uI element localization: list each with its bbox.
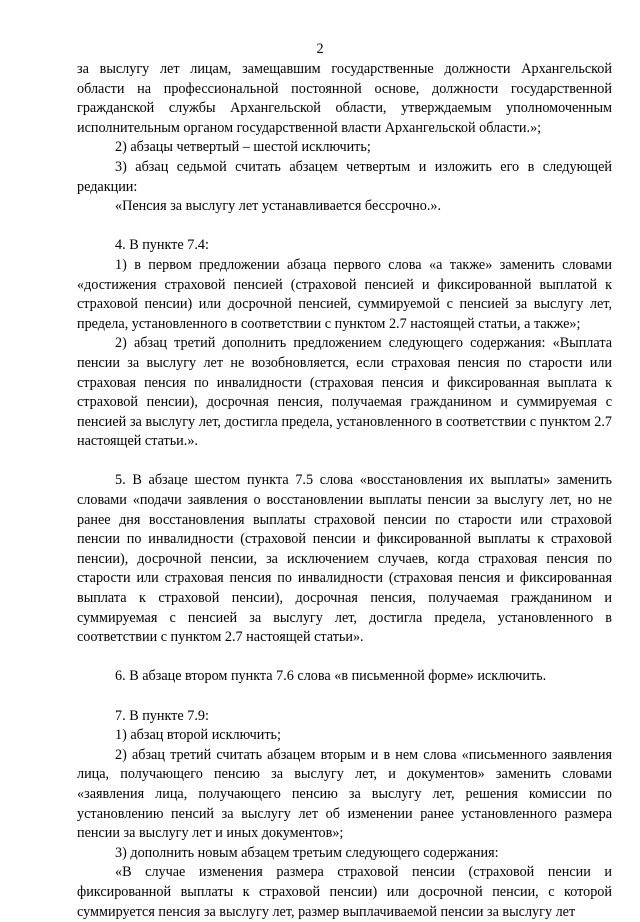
paragraph: 1) в первом предложении абзаца первого слова «а также» заменить словами «достижения страховой пенсией (страховой пенсией и фиксированной выплатой к страховой пенсии) или досрочной пенсией, суммируемой с пенсией за выслугу лет, предела, установленного в соответствии с пунктом 2.7 настоящей статьи, а также»; bbox=[77, 256, 612, 332]
paragraph: 4. В пункте 7.4: bbox=[115, 237, 209, 254]
paragraph: 7. В пункте 7.9: bbox=[115, 707, 209, 724]
paragraph-gap bbox=[77, 217, 612, 237]
paragraph-gap bbox=[77, 648, 612, 668]
document-body bbox=[77, 60, 612, 922]
page-number: 2 bbox=[316, 41, 324, 57]
paragraph: за выслугу лет лицам, замещавшим государственные должности Архангельской области на профессиональной постоянной основе, должности государственной гражданской службы Архангельской области, утверждаемым уполномоченным исполнительным органом государственной власти Архангельской области.»; bbox=[77, 61, 612, 136]
paragraph: 2) абзац третий считать абзацем вторым и в нем слова «письменного заявления лица, получающего пенсию за выслугу лет, и документов» заменить словами «заявления лица, получающего пенсию за выслугу лет, решения комиссии по установлению пенсий за выслугу лет об изменении ранее установленного размера пенсии за выслугу лет и иных документов»; bbox=[77, 746, 612, 842]
paragraph: «Пенсия за выслугу лет устанавливается бессрочно.». bbox=[115, 198, 442, 215]
paragraph: 2) абзацы четвертый – шестой исключить; bbox=[115, 139, 371, 156]
paragraph-gap bbox=[77, 452, 612, 472]
paragraph-gap bbox=[77, 687, 612, 707]
paragraph: «В случае изменения размера страховой пенсии (страховой пенсии и фиксированной выплаты к страховой пенсии) или досрочной пенсии, с которой суммируется пенсия за выслугу лет, размер выплачиваемой пенсии за выслугу лет bbox=[77, 864, 612, 920]
paragraph: 1) абзац второй исключить; bbox=[115, 727, 281, 744]
paragraph: 5. В абзаце шестом пункта 7.5 слова «восстановления их выплаты» заменить словами «подачи заявления о восстановлении выплаты пенсии за выслугу лет, но не ранее дня восстановления выплаты страховой пенсии по старости или страховой пенсии по инвалидности (страховой пенсии и фиксированной выплаты к страховой пенсии), досрочной пенсии, за исключением случаев, когда страховая пенсия по старости или страховая пенсия по инвалидности (страховая пенсия и фиксированная выплата к страховой пенсии), досрочная пенсия, получаемая гражданином и суммируемая с пенсией за выслугу лет, достигла предела, установленного в соответствии с пунктом 2.7 настоящей статьи». bbox=[77, 472, 612, 646]
paragraph: 2) абзац третий дополнить предложением следующего содержания: «Выплата пенсии за выслугу лет не возобновляется, если страховая пенсия по старости или страховая пенсия по инвалидности (страховая пенсия и фиксированная выплата к страховой пенсии), досрочная пенсия, получаемая гражданином и суммируемая с пенсией за выслугу лет, достигла предела, установленного в соответствии с пунктом 2.7 настоящей статьи.». bbox=[77, 335, 612, 450]
paragraph: 3) абзац седьмой считать абзацем четвертым и изложить его в следующей редакции: bbox=[77, 158, 612, 195]
paragraph: 3) дополнить новым абзацем третьим следующего содержания: bbox=[115, 844, 499, 861]
paragraph: 6. В абзаце втором пункта 7.6 слова «в письменной форме» исключить. bbox=[115, 668, 547, 685]
